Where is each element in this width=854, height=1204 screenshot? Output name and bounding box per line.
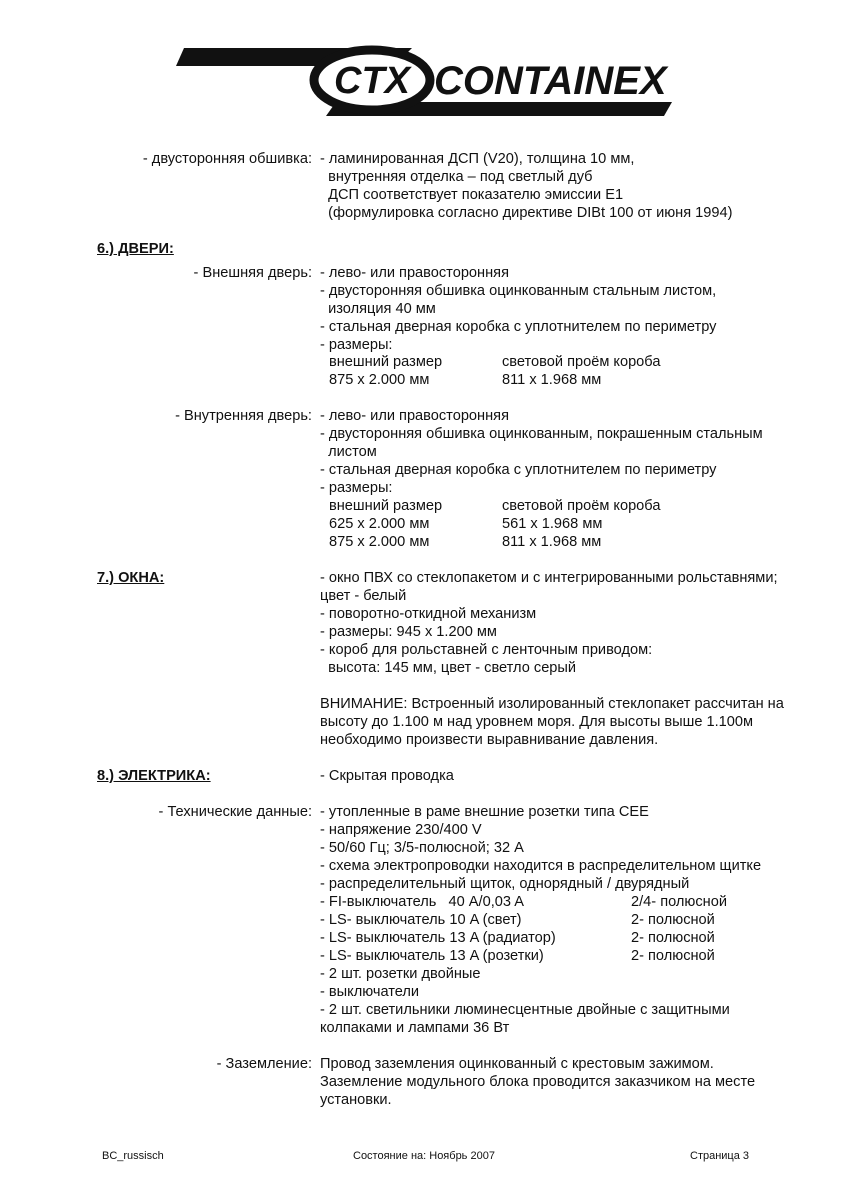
inner-dims-b: 561 x 1.968 мм bbox=[502, 516, 603, 532]
switch-poles: 2- полюсной bbox=[631, 912, 715, 928]
tech-line: - 50/60 Гц; 3/5-полюсной; 32 А bbox=[320, 840, 524, 856]
footer-status: Состояние на: Ноябрь 2007 bbox=[353, 1150, 495, 1162]
inner-dims-a: внешний размер bbox=[329, 498, 443, 514]
windows-line: - короб для рольставней с ленточным приводом: bbox=[320, 642, 653, 658]
switch-name: - LS- выключатель 13 A (розетки) bbox=[320, 948, 544, 964]
ground-line: установки. bbox=[320, 1092, 392, 1108]
outer-dims-b: световой проём короба bbox=[502, 354, 661, 370]
outer-dims-a: внешний размер bbox=[329, 354, 443, 370]
note-line: необходимо произвести выравнивание давления. bbox=[320, 732, 659, 748]
footer-doc-id: BC_russisch bbox=[102, 1150, 164, 1162]
outer-door-line: изоляция 40 мм bbox=[320, 301, 436, 317]
cladding-line: ДСП соответствует показателю эмиссии Е1 bbox=[320, 187, 624, 203]
switch-name: - FI-выключатель 40 A/0,03 A bbox=[320, 894, 524, 910]
windows-line: цвет - белый bbox=[320, 588, 407, 604]
tech-data-label: - Технические данные: bbox=[158, 804, 312, 820]
outer-dims-a: 875 x 2.000 мм bbox=[329, 372, 430, 388]
cladding-line: (формулировка согласно директиве DIBt 100 от июня 1994) bbox=[320, 205, 733, 221]
switch-poles: 2- полюсной bbox=[631, 930, 715, 946]
switch-name: - LS- выключатель 13 A (радиатор) bbox=[320, 930, 556, 946]
outer-door-line: - двусторонняя обшивка оцинкованным стальным листом, bbox=[320, 283, 717, 299]
outer-dims-b: 811 x 1.968 мм bbox=[502, 372, 602, 388]
extra-line: - выключатели bbox=[320, 984, 420, 1000]
tech-line: - напряжение 230/400 V bbox=[320, 822, 482, 838]
tech-line: - распределительный щиток, однорядный / двурядный bbox=[320, 876, 690, 892]
cladding-label: - двусторонняя обшивка: bbox=[142, 151, 312, 167]
inner-door-line: листом bbox=[320, 444, 377, 460]
containex-logo bbox=[176, 38, 678, 122]
inner-dims-a: 875 x 2.000 мм bbox=[329, 534, 430, 550]
wiring-line: - Скрытая проводка bbox=[320, 768, 454, 784]
outer-door-line: - лево- или правосторонняя bbox=[320, 265, 509, 281]
inner-door-line: - двусторонняя обшивка оцинкованным, покрашенным стальным bbox=[320, 426, 763, 442]
cladding-line: - ламинированная ДСП (V20), толщина 10 мм, bbox=[320, 151, 635, 167]
extra-line: - 2 шт. светильники люминесцентные двойные с защитными bbox=[320, 1002, 730, 1018]
ground-line: Провод заземления оцинкованный с крестовым зажимом. bbox=[320, 1056, 714, 1072]
note-line: высоту до 1.100 м над уровнем моря. Для высоты выше 1.100м bbox=[320, 714, 754, 730]
note-line: ВНИМАНИЕ: Встроенный изолированный стеклопакет рассчитан на bbox=[320, 696, 784, 712]
outer-door-label: - Внешняя дверь: bbox=[193, 265, 312, 281]
outer-door-line: - размеры: bbox=[320, 337, 393, 353]
logo-mark: CTX bbox=[334, 60, 410, 102]
cladding-line: внутренняя отделка – под светлый дуб bbox=[320, 169, 593, 185]
logo-text: CONTAINEX bbox=[434, 59, 667, 103]
inner-door-line: - размеры: bbox=[320, 480, 393, 496]
inner-door-line: - лево- или правосторонняя bbox=[320, 408, 509, 424]
windows-line: - размеры: 945 x 1.200 мм bbox=[320, 624, 497, 640]
switch-poles: 2/4- полюсной bbox=[631, 894, 727, 910]
tech-line: - утопленные в раме внешние розетки типа CEE bbox=[320, 804, 649, 820]
ground-line: Заземление модульного блока проводится заказчиком на месте bbox=[320, 1074, 756, 1090]
inner-dims-b: 811 x 1.968 мм bbox=[502, 534, 602, 550]
windows-line: высота: 145 мм, цвет - светло серый bbox=[320, 660, 577, 676]
inner-door-label: - Внутренняя дверь: bbox=[175, 408, 312, 424]
windows-line: - окно ПВХ со стеклопакетом и с интегрированными рольставнями; bbox=[320, 570, 778, 586]
switch-name: - LS- выключатель 10 A (свет) bbox=[320, 912, 522, 928]
footer-page-number: Страница 3 bbox=[690, 1150, 750, 1162]
extra-line: - 2 шт. розетки двойные bbox=[320, 966, 481, 982]
extra-line: колпаками и лампами 36 Вт bbox=[320, 1020, 510, 1036]
inner-dims-b: световой проём короба bbox=[502, 498, 661, 514]
outer-door-line: - стальная дверная коробка с уплотнителем по периметру bbox=[320, 319, 717, 335]
doors-heading: 6.) ДВЕРИ: bbox=[97, 241, 174, 257]
tech-line: - схема электропроводки находится в распределительном щитке bbox=[320, 858, 762, 874]
switch-poles: 2- полюсной bbox=[631, 948, 715, 964]
electrics-heading: 8.) ЭЛЕКТРИКА: bbox=[97, 768, 211, 784]
inner-door-line: - стальная дверная коробка с уплотнителем по периметру bbox=[320, 462, 717, 478]
inner-dims-a: 625 x 2.000 мм bbox=[329, 516, 430, 532]
windows-heading: 7.) ОКНА: bbox=[97, 570, 165, 586]
grounding-label: - Заземление: bbox=[216, 1056, 312, 1072]
windows-line: - поворотно-откидной механизм bbox=[320, 606, 537, 622]
